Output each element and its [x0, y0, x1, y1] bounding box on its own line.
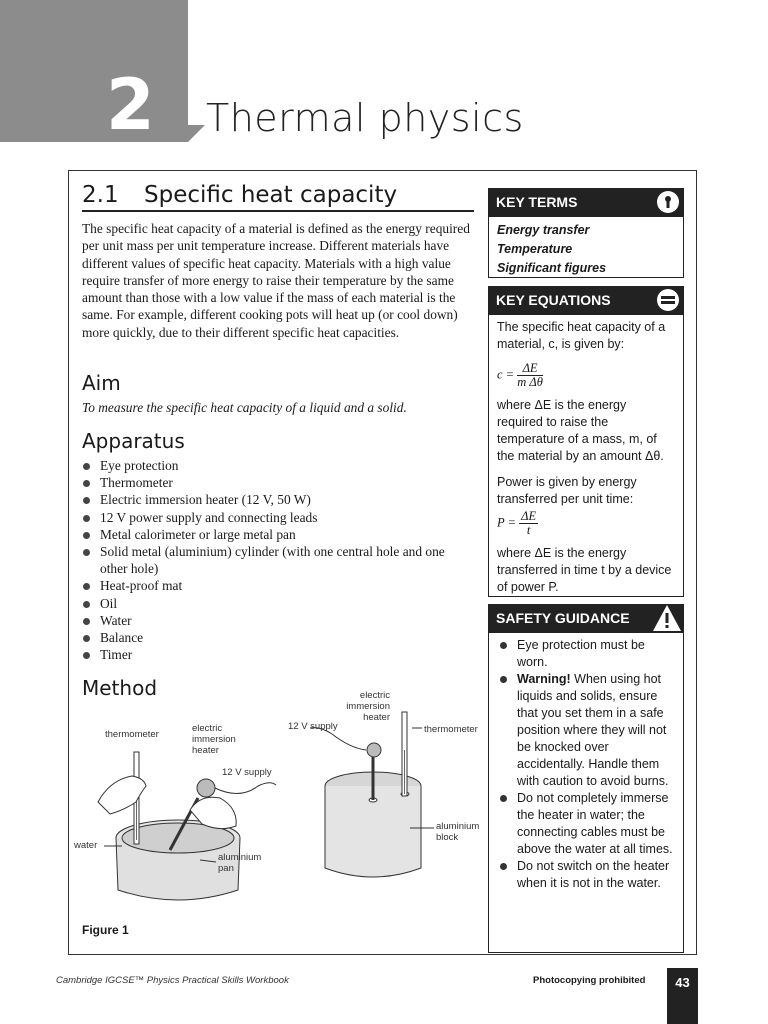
equation-specific-heat	[497, 362, 675, 389]
list-item	[497, 858, 677, 892]
apparatus-list	[82, 457, 474, 663]
intro-paragraph: The specific heat capacity of a material is defined as the energy required per unit mass per unit temperature increase. Different materials have different values of specific heat capacity. Materials with a high value require transfer of more energy to raise their temperature by the same amount than those with a low value if the mass of each material is the same. For example, different cooking pots will heat up (or cool down) more quickly, due to their different specific heat capacities.	[82, 221, 470, 340]
key-term: Energy transfer	[497, 223, 590, 237]
equation-lhs: P =	[497, 515, 516, 530]
section-number: 2.1	[82, 182, 119, 208]
equation-power	[497, 510, 675, 537]
chapter-banner-notch	[188, 125, 205, 142]
safety-text: Do not completely immerse the heater in water; the connecting cables must be above the water at all times.	[517, 791, 673, 856]
section-title: Specific heat capacity	[144, 182, 398, 208]
page-number: 43	[667, 968, 698, 1024]
safety-text: When using hot liquids and solids, ensure that you set them in a safe position where they will not be knocked over accidentally. Handle them with caution to avoid burns.	[517, 672, 669, 788]
section-heading	[82, 182, 474, 212]
label-supply-right: 12 V supply	[288, 721, 338, 732]
list-item: Timer	[82, 646, 474, 663]
figure-1-illustration	[70, 690, 490, 910]
equation-text: The specific heat capacity of a material, c, is given by:	[497, 320, 666, 351]
list-item: Heat-proof mat	[82, 577, 474, 594]
list-item: Metal calorimeter or large metal pan	[82, 526, 474, 543]
list-item	[497, 790, 677, 858]
footer-book-title: Cambridge IGCSE™ Physics Practical Skills Workbook	[56, 975, 289, 986]
list-item: Solid metal (aluminium) cylinder (with one central hole and one other hole)	[82, 543, 474, 577]
equation-fraction	[519, 510, 538, 537]
safety-title: SAFETY GUIDANCE	[496, 610, 630, 626]
label-block: aluminium block	[436, 821, 480, 843]
list-item	[497, 637, 677, 671]
list-item: Balance	[82, 629, 474, 646]
equation-lhs: c =	[497, 367, 515, 382]
safety-box	[488, 632, 684, 953]
label-thermometer-right: thermometer	[424, 724, 478, 735]
list-item: Thermometer	[82, 474, 474, 491]
numerator: ΔE	[517, 362, 543, 376]
list-item	[497, 671, 677, 790]
apparatus-heading: Apparatus	[82, 429, 185, 453]
label-supply-left: 12 V supply	[222, 767, 272, 778]
list-item: Eye protection	[82, 457, 474, 474]
label-heater-right: electric immersion heater	[346, 690, 390, 723]
equation-text: where ΔE is the energy transferred in time t by a device of power P.	[497, 546, 672, 594]
chapter-title: Thermal physics	[206, 96, 524, 140]
list-item: 12 V power supply and connecting leads	[82, 509, 474, 526]
safety-text: Eye protection must be worn.	[517, 638, 645, 669]
key-equations-title: KEY EQUATIONS	[496, 292, 611, 308]
equation-text: where ΔE is the energy required to raise the temperature of a mass, m, of the material by an amount Δθ.	[497, 398, 664, 463]
warning-triangle-icon	[652, 604, 682, 632]
chapter-banner	[0, 0, 188, 146]
list-item: Oil	[82, 595, 474, 612]
label-pan: aluminium pan	[218, 852, 262, 874]
key-term: Temperature	[497, 242, 573, 256]
figure-caption: Figure 1	[82, 923, 129, 937]
label-thermometer-left: thermometer	[105, 729, 159, 740]
safety-list	[497, 637, 677, 892]
key-terms-header	[488, 188, 684, 216]
denominator: m Δθ	[517, 375, 543, 389]
equation-fraction	[517, 362, 543, 389]
key-terms-title: KEY TERMS	[496, 194, 578, 210]
label-water: water	[74, 840, 98, 851]
equals-icon	[656, 288, 680, 312]
aim-text: To measure the specific heat capacity of a liquid and a solid.	[82, 400, 407, 415]
method-heading: Method	[82, 676, 158, 700]
label-heater-left: electric immersion heater	[192, 723, 236, 756]
aim-heading: Aim	[82, 371, 121, 395]
equation-text: Power is given by energy transferred per unit time:	[497, 475, 637, 506]
keyhole-icon	[656, 190, 680, 214]
safety-bold: Warning!	[517, 672, 571, 686]
key-terms-box	[488, 216, 684, 278]
list-item: Electric immersion heater (12 V, 50 W)	[82, 491, 474, 508]
safety-header	[488, 604, 684, 632]
footer-copyright: Photocopying prohibited	[533, 975, 646, 986]
list-item: Water	[82, 612, 474, 629]
chapter-number: 2	[106, 64, 155, 146]
key-term: Significant figures	[497, 261, 607, 275]
denominator: t	[526, 523, 531, 537]
numerator: ΔE	[521, 509, 537, 523]
key-equations-header	[488, 286, 684, 314]
key-equations-box	[488, 314, 684, 597]
safety-text: Do not switch on the heater when it is not in the water.	[517, 859, 670, 890]
